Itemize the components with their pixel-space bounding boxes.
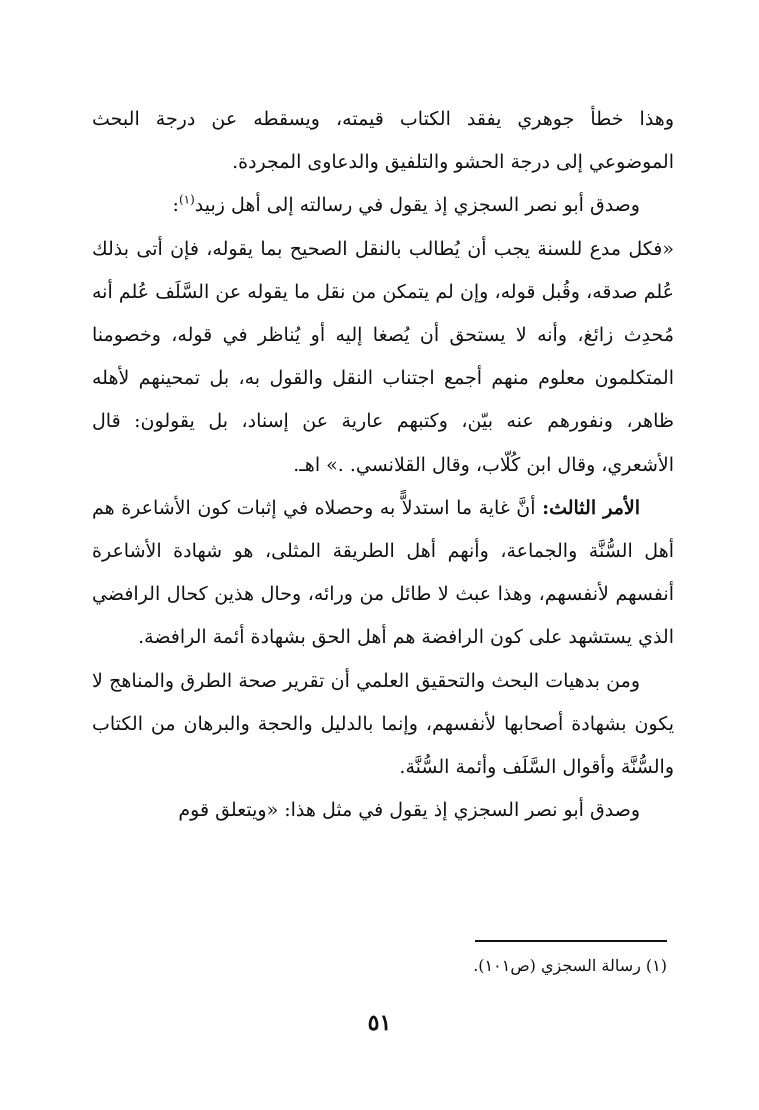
paragraph-4 — [92, 487, 674, 660]
quote-paragraph: «فكل مدع للسنة يجب أن يُطالب بالنقل الصحيح بما يقوله، فإن أتى بذلك عُلم صدقه، وقُبل قوله، وإن لم يتمكن من نقل ما يقوله عن السَّلَف عُلم أنه مُحدِث زائغ، وأنه لا يستحق أن يُصغا إليه أو يُناظر في قوله، وخصومنا المتكلمون معلوم منهم أجمع اجتناب النقل والقول به، بل تمحينهم لأهله ظاهر، ونفورهم عنه بيّن، وكتبهم عارية عن إسناد، بل يقولون: قال الأشعري، وقال ابن كُلّاب، وقال القلانسي. .» اهـ. — [92, 237, 674, 476]
footnote-reference: (١) — [178, 193, 195, 208]
footnote: (١) رسالة السجزي (ص١٠١). — [473, 956, 667, 975]
paragraph-4-text: أنَّ غاية ما استدلاًّ به وحصلاه في إثبات كون الأشاعرة هم أهل السُّنَّة والجماعة، وأنهم أهل الطريقة المثلى، هو شهادة الأشاعرة أنفسهم لأنفسهم، وهذا عبث لا طائل من ورائه، وحال هذين كحال الرافضي الذي يستشهد على كون الرافضة هم أهل الحق بشهادة أئمة الرافضة. — [92, 496, 674, 649]
page-number: ٥١ — [367, 1010, 392, 1036]
main-text — [92, 98, 674, 832]
paragraph-5: ومن بدهيات البحث والتحقيق العلمي أن تقرير صحة الطرق والمناهج لا يكون بشهادة أصحابها لأنفسهم، وإنما بالدليل والحجة والبرهان من الكتاب والسُّنَّة وأقوال السَّلَف وأئمة السُّنَّة. — [92, 669, 674, 779]
paragraph-1: وهذا خطأ جوهري يفقد الكتاب قيمته، ويسقطه عن درجة البحث الموضوعي إلى درجة الحشو والتلفيق والدعاوى المجردة. — [92, 108, 674, 174]
paragraph-2-text: وصدق أبو نصر السجزي إذ يقول في رسالته إلى أهل زبيد — [194, 194, 640, 217]
footnote-divider — [475, 940, 667, 942]
paragraph-6: وصدق أبو نصر السجزي إذ يقول في مثل هذا: «ويتعلق قوم — [178, 799, 640, 822]
section-heading-third-matter: الأمر الثالث: — [542, 496, 640, 519]
paragraph-2-colon: : — [172, 194, 179, 217]
paragraph-2 — [92, 184, 674, 227]
